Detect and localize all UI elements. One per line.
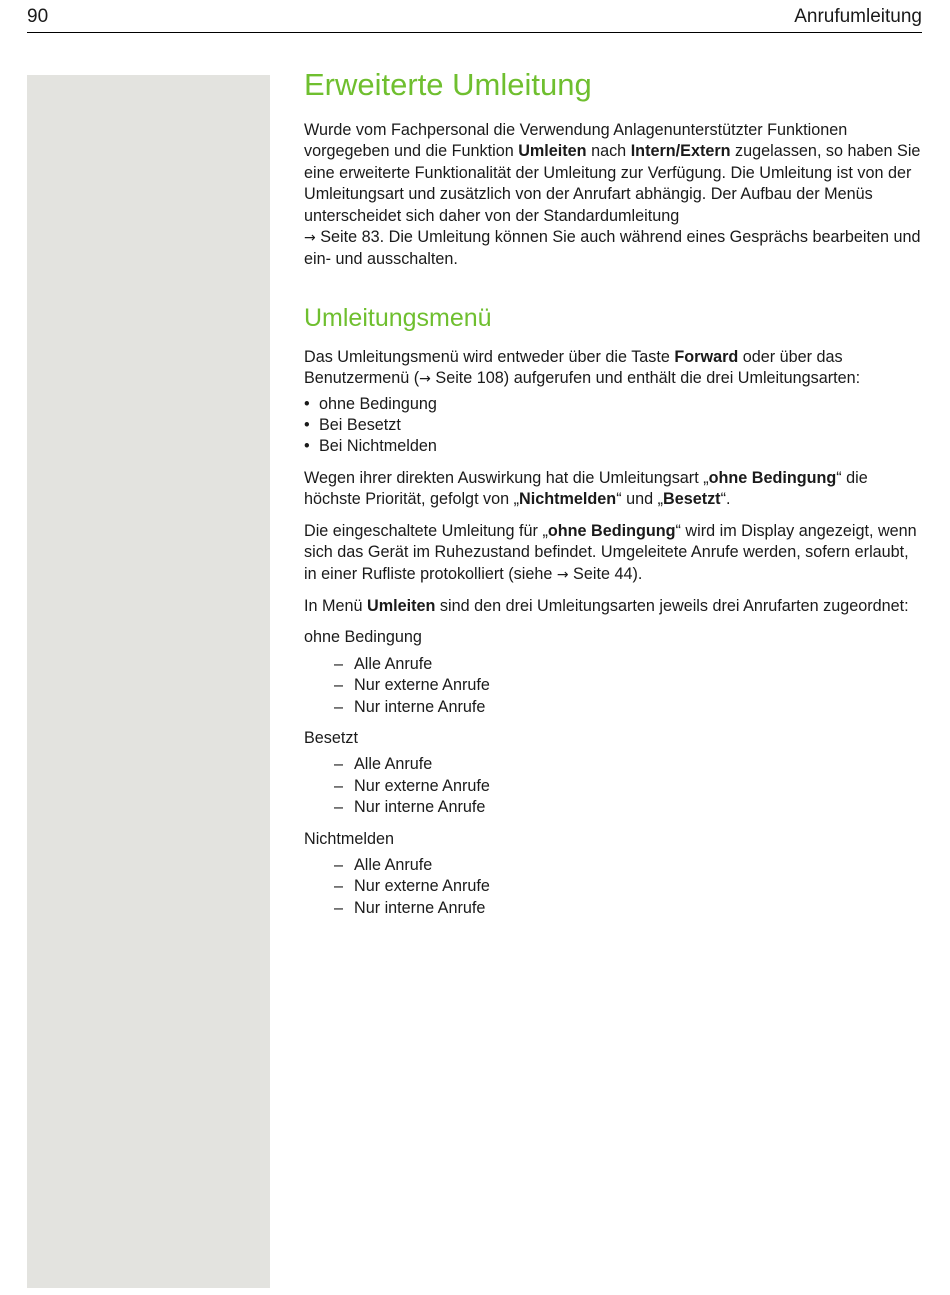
section-title-umleitungsmenue: Umleitungsmenü: [304, 303, 492, 332]
dash-icon: –: [334, 855, 344, 874]
call-types-list: [304, 654, 922, 718]
cross-reference-arrow-icon: →: [419, 371, 431, 388]
dash-icon: –: [334, 776, 344, 795]
group-title: Besetzt: [304, 728, 358, 747]
cross-reference-arrow-icon: →: [304, 230, 316, 247]
main-content: [304, 64, 922, 919]
section-title-erweiterte-umleitung: Erweiterte Umleitung: [304, 67, 592, 102]
dash-icon: –: [334, 654, 344, 673]
display-paragraph: Die eingeschaltete Umleitung für „ohne Bedingung“ wird im Display angezeigt, wenn sich das Gerät im Ruhezustand befindet. Umgeleitete Anrufe werden, sofern erlaubt, in einer Rufliste protokolliert (siehe → Seite 44).: [304, 521, 917, 583]
page-number: 90: [27, 6, 49, 27]
list-item: – Nur externe Anrufe: [304, 876, 922, 897]
menu-intro-paragraph: Das Umleitungsmenü wird entweder über die Taste Forward oder über das Benutzermenü (→ Seite 108) aufgerufen und enthält die drei Umleitungsarten:: [304, 347, 861, 388]
group-ohne-bedingung: [304, 627, 922, 718]
list-item: – Nur interne Anrufe: [304, 797, 922, 818]
bullet-icon: •: [304, 437, 310, 456]
dash-icon: –: [334, 676, 344, 695]
dash-icon: –: [334, 755, 344, 774]
list-item: – Nur externe Anrufe: [304, 776, 922, 797]
priority-paragraph: Wegen ihrer direkten Auswirkung hat die Umleitungsart „ohne Bedingung“ die höchste Priorität, gefolgt von „Nichtmelden“ und „Besetzt“.: [304, 468, 868, 509]
cross-reference-arrow-icon: →: [556, 566, 569, 583]
forwarding-types-list: [304, 394, 922, 458]
list-item: – Alle Anrufe: [304, 654, 922, 675]
dash-icon: –: [334, 877, 344, 896]
margin-sidebar: [27, 75, 270, 1288]
intro-paragraph: Wurde vom Fachpersonal die Verwendung Anlagenunterstützter Funktionen vorgegeben und die Funktion Umleiten nach Intern/Extern zugelassen, so haben Sie eine erweiterte Funktionalität der Umleitung zur Verfügung. Die Umleitung ist von der Umleitungsart und zusätzlich von der Anrufart abhängig. Der Aufbau der Menüs unterscheidet sich daher von der Standardumleitung → Seite 83. Die Umleitung können Sie auch während eines Gesprächs bearbeiten und ein- und ausschalten.: [304, 121, 921, 269]
list-item: – Alle Anrufe: [304, 855, 922, 876]
list-item: – Nur externe Anrufe: [304, 675, 922, 696]
dash-icon: –: [334, 798, 344, 817]
list-item: – Alle Anrufe: [304, 754, 922, 775]
group-title: ohne Bedingung: [304, 628, 422, 647]
menu-assignment-paragraph: In Menü Umleiten sind den drei Umleitungsarten jeweils drei Anrufarten zugeordnet:: [304, 596, 909, 615]
page-header: [27, 6, 922, 33]
dash-icon: –: [334, 697, 344, 716]
list-item: • Bei Nichtmelden: [304, 436, 922, 457]
call-types-list: [304, 754, 922, 818]
group-besetzt: [304, 728, 922, 819]
list-item: • ohne Bedingung: [304, 394, 922, 415]
dash-icon: –: [334, 898, 344, 917]
group-nichtmelden: [304, 829, 922, 920]
call-types-list: [304, 855, 922, 919]
running-title: Anrufumleitung: [794, 6, 922, 27]
bullet-icon: •: [304, 416, 310, 435]
list-item: – Nur interne Anrufe: [304, 697, 922, 718]
list-item: – Nur interne Anrufe: [304, 898, 922, 919]
group-title: Nichtmelden: [304, 829, 394, 848]
list-item: • Bei Besetzt: [304, 415, 922, 436]
bullet-icon: •: [304, 394, 310, 413]
